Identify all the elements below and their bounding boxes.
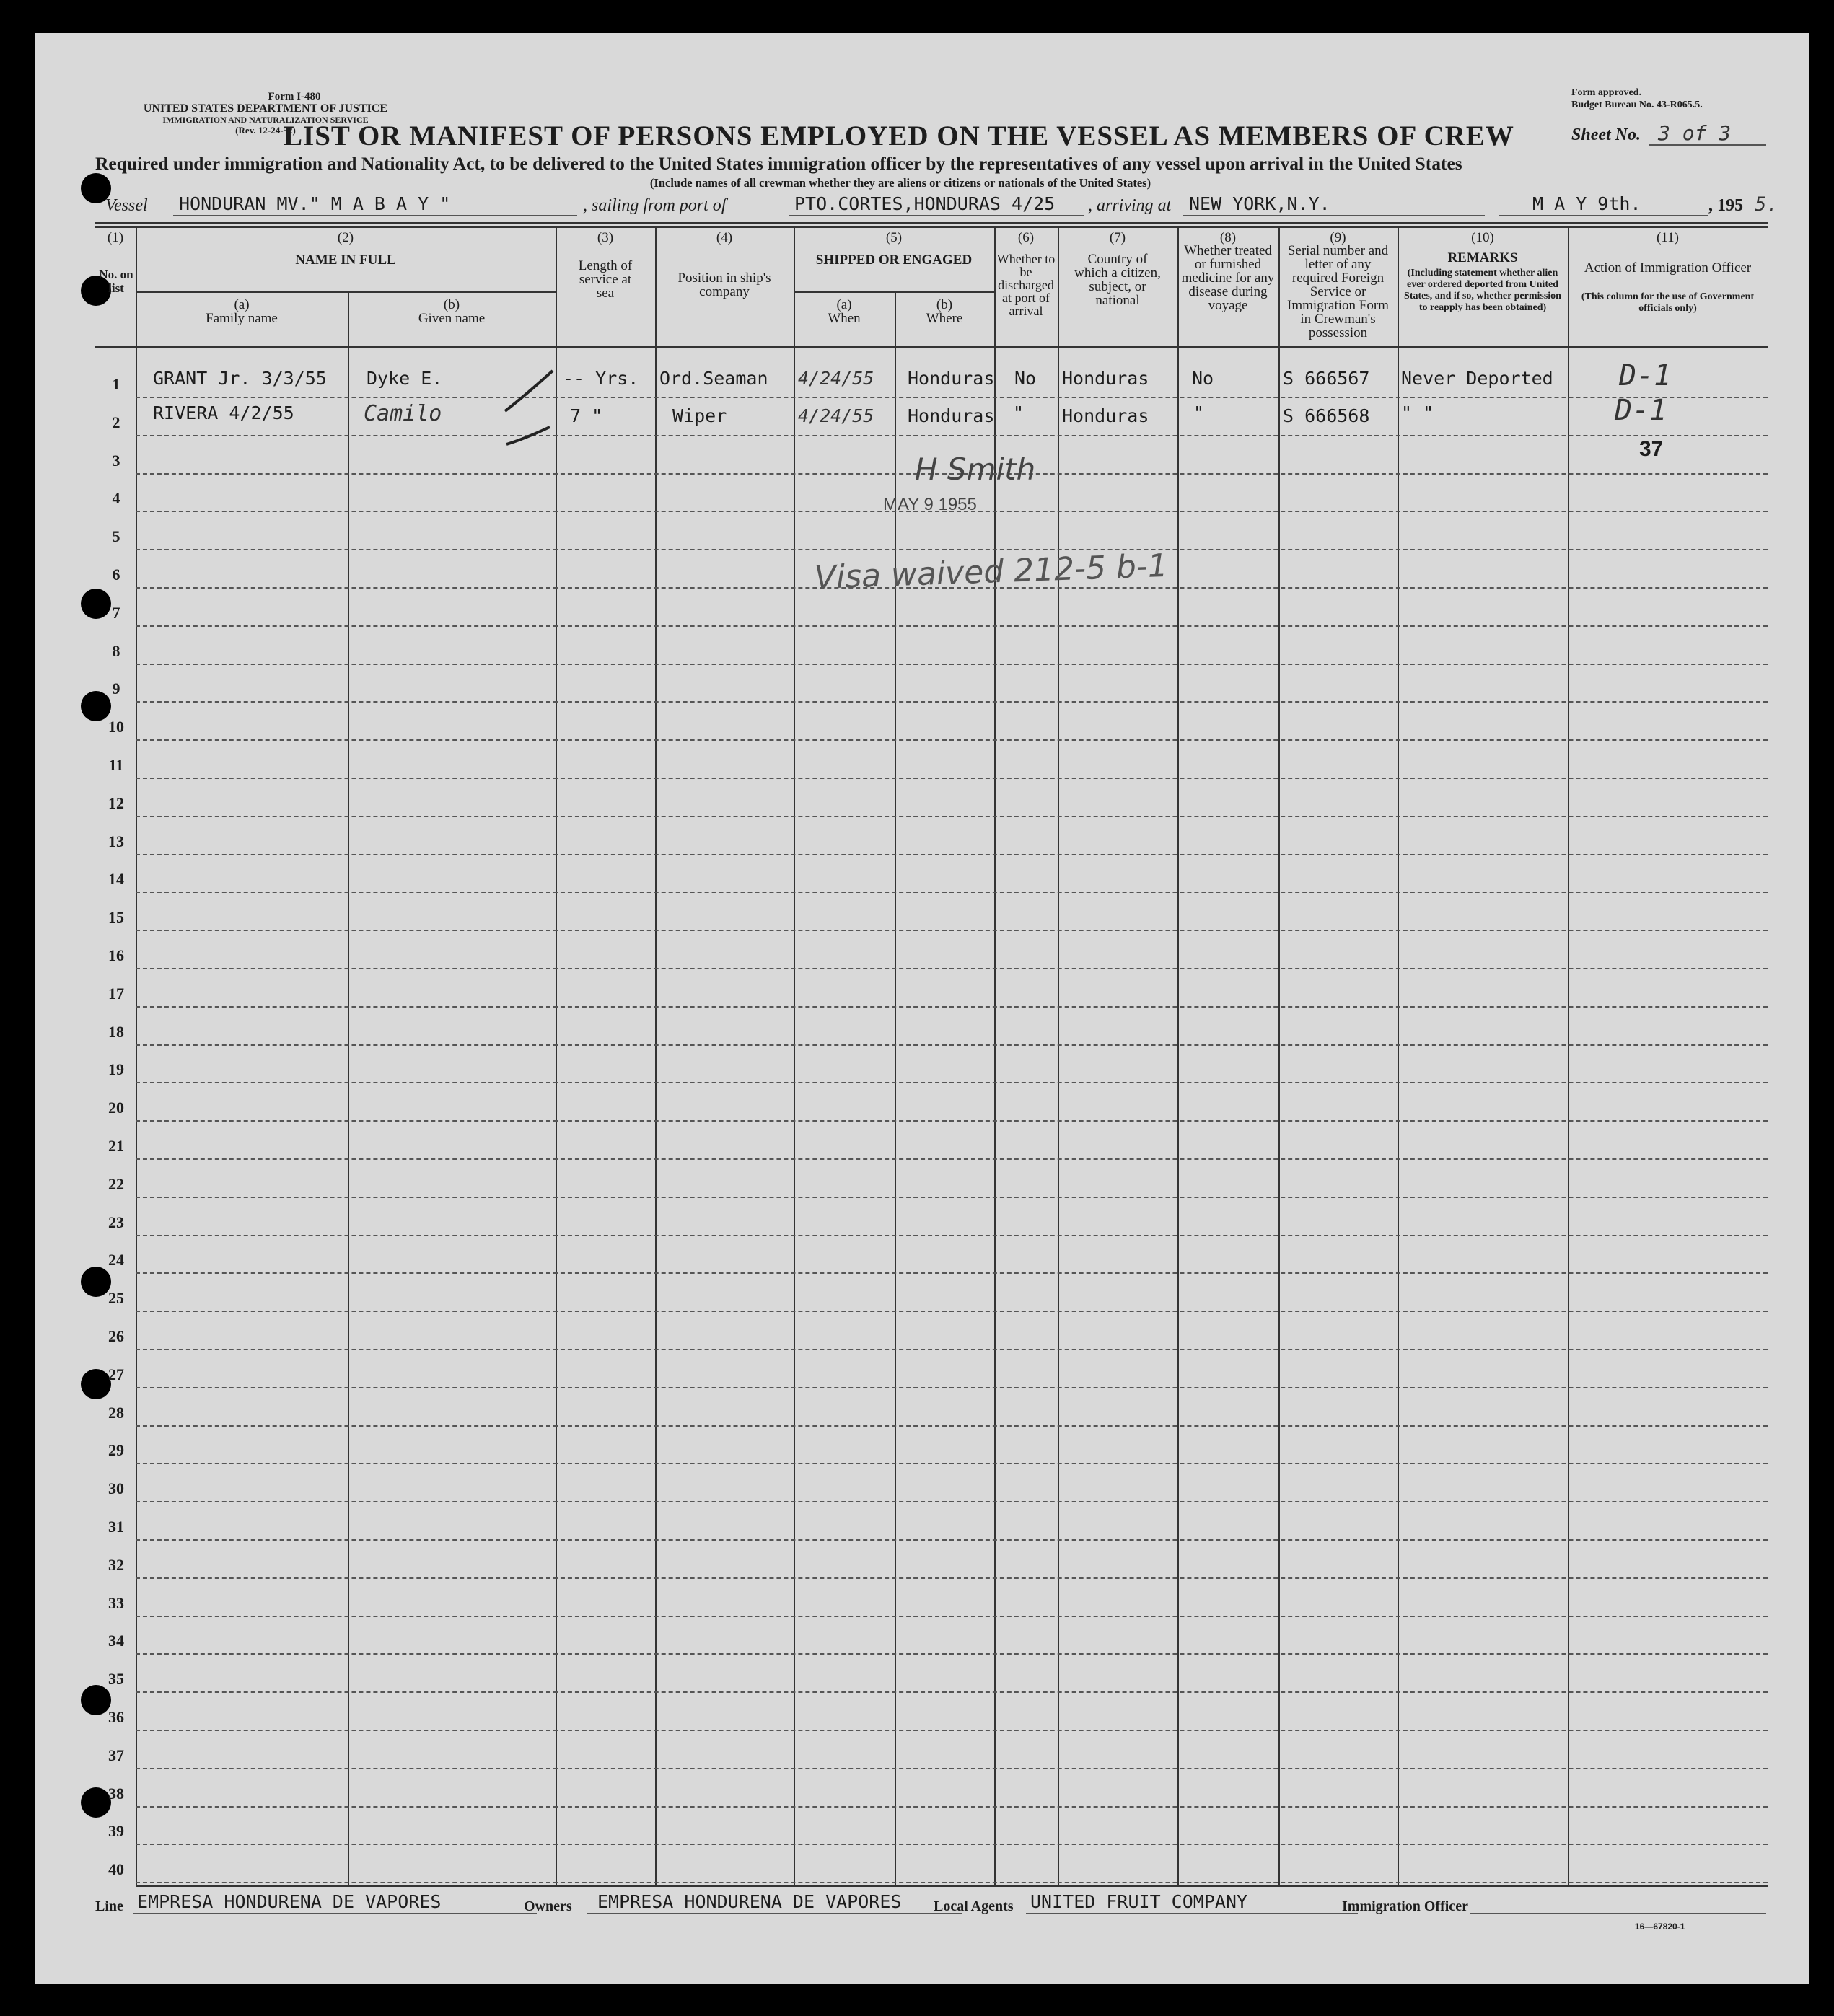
row-number: 33 <box>108 1593 124 1612</box>
remarks: " " <box>1401 402 1434 423</box>
col11-number: (11) <box>1657 230 1679 245</box>
owners-label: Owners <box>524 1898 572 1914</box>
row-number: 32 <box>108 1555 124 1574</box>
row-number: 4 <box>112 489 120 508</box>
given-name: Dyke E. <box>367 368 443 389</box>
shipped-where: Honduras <box>908 368 995 389</box>
row-number: 6 <box>112 565 120 584</box>
header-bottom-rule <box>95 346 1768 348</box>
country: Honduras <box>1062 405 1149 426</box>
col-divider <box>794 226 795 1885</box>
discharged: " <box>1013 402 1025 423</box>
col4-number: (4) <box>716 230 733 245</box>
form-number: Form I-480 <box>268 91 321 102</box>
local-agents-label: Local Agents <box>934 1898 1014 1914</box>
col5-number: (5) <box>885 230 903 245</box>
shipped-when: 4/24/55 <box>798 368 874 389</box>
row-number: 3 <box>112 451 120 470</box>
row-line <box>136 1882 1768 1883</box>
col-divider <box>1177 226 1179 1885</box>
print-code: 16—67820-1 <box>1635 1922 1685 1932</box>
arriving-underline <box>1183 215 1485 216</box>
row-line <box>136 1158 1768 1160</box>
row-number: 29 <box>108 1441 124 1460</box>
checkmark-icon <box>504 423 554 449</box>
arrival-date-underline <box>1499 215 1708 216</box>
officer-signature: H Smith <box>915 452 1036 487</box>
row-number: 22 <box>108 1174 124 1193</box>
col-divider <box>655 226 657 1885</box>
row-number: 31 <box>108 1518 124 1536</box>
col8-label: Whether treated or furnished medicine for any disease during voyage <box>1181 243 1275 313</box>
country: Honduras <box>1062 368 1149 389</box>
row-number: 21 <box>108 1137 124 1155</box>
col-divider <box>1398 226 1399 1885</box>
row-number: 14 <box>108 870 124 889</box>
shipped-when: 4/24/55 <box>798 405 874 426</box>
owners-underline <box>587 1913 962 1914</box>
line-value: EMPRESA HONDURENA DE VAPORES <box>137 1891 442 1912</box>
family-name: RIVERA 4/2/55 <box>153 402 294 423</box>
col1-number: (1) <box>107 230 124 245</box>
row-number: 17 <box>108 984 124 1003</box>
row-line <box>136 968 1768 969</box>
budget-number: Budget Bureau No. 43-R065.5. <box>1571 100 1703 110</box>
discharged: No <box>1014 368 1037 389</box>
row-line <box>136 1387 1768 1388</box>
row-line <box>136 1120 1768 1122</box>
department-name: UNITED STATES DEPARTMENT OF JUSTICE <box>143 102 388 115</box>
row-number: 24 <box>108 1251 124 1269</box>
row-line <box>136 854 1768 855</box>
col-divider <box>1058 226 1059 1885</box>
col2a-number: (a) <box>234 297 250 312</box>
row-line <box>136 1006 1768 1008</box>
form-subtitle: Required under immigration and Nationality Act, to be delivered to the United States immigration officer by the representatives of any vessel upon arrival in the United States <box>95 153 1462 174</box>
row-number: 39 <box>108 1822 124 1841</box>
revision-date: (Rev. 12-24-52) <box>235 125 296 136</box>
col10-sub: (Including statement whether alien ever ordered deported from United States, and if so, whether permission to reapply has been obtained) <box>1404 268 1561 313</box>
manifest-sheet <box>35 33 1809 1984</box>
subheader-rule <box>794 291 994 293</box>
local-agents-underline <box>1026 1913 1358 1914</box>
table-top-rule-2 <box>95 226 1768 228</box>
service-name: IMMIGRATION AND NATURALIZATION SERVICE <box>162 115 369 125</box>
sheet-number-underline <box>1649 144 1766 146</box>
col2-label: NAME IN FULL <box>295 252 396 268</box>
arriving-label: , arriving at <box>1088 196 1172 215</box>
row-line <box>136 1463 1768 1464</box>
row-line <box>136 1311 1768 1312</box>
col1-label: No. on list <box>99 268 133 295</box>
family-name: GRANT Jr. 3/3/55 <box>153 368 327 389</box>
col7-number: (7) <box>1109 230 1126 245</box>
immigration-officer-underline <box>1470 1913 1766 1914</box>
row-number: 30 <box>108 1479 124 1498</box>
line-underline <box>133 1913 537 1914</box>
tally-count: 37 <box>1639 437 1664 461</box>
row-line <box>136 1577 1768 1579</box>
col5b-label: Where <box>926 311 963 326</box>
form-note: (Include names of all crewman whether they are aliens or citizens or nationals of the United States) <box>649 176 1151 190</box>
immigration-officer-label: Immigration Officer <box>1342 1898 1468 1914</box>
row-number: 2 <box>112 413 120 431</box>
given-name: Camilo <box>364 401 442 426</box>
row-line <box>136 1768 1768 1769</box>
date-stamp: MAY 9 1955 <box>883 495 977 514</box>
col-divider <box>1568 226 1569 1885</box>
service-length: 7 " <box>570 405 603 426</box>
row-line <box>136 1616 1768 1617</box>
col6-label: Whether to be discharged at port of arrival <box>996 252 1056 318</box>
line-label: Line <box>95 1898 123 1914</box>
col2-number: (2) <box>337 230 354 245</box>
local-agents-value: UNITED FRUIT COMPANY <box>1030 1891 1248 1912</box>
row-number: 23 <box>108 1212 124 1231</box>
checkmark-icon <box>502 368 560 418</box>
row-number: 27 <box>108 1365 124 1383</box>
row-line <box>136 625 1768 627</box>
col2b-label: Given name <box>418 311 486 326</box>
row-line <box>136 816 1768 817</box>
visa-waiver-note: Visa waived 212-5 b-1 <box>814 547 1169 597</box>
row-number: 12 <box>108 793 124 812</box>
year-value: 5. <box>1755 193 1778 216</box>
col4-label: Position in ship's company <box>677 270 771 299</box>
vessel-underline <box>173 215 577 216</box>
col5a-label: When <box>828 311 861 326</box>
serial-number: S 666568 <box>1283 405 1370 426</box>
row-number: 9 <box>112 679 120 698</box>
row-line <box>136 549 1768 550</box>
sailing-label: , sailing from port of <box>583 196 727 215</box>
row-line <box>136 1272 1768 1274</box>
row-line <box>136 1082 1768 1083</box>
year-prefix: , 195 <box>1708 196 1743 215</box>
row-number: 38 <box>108 1784 124 1802</box>
treated: " <box>1193 402 1205 423</box>
row-number: 7 <box>112 603 120 622</box>
treated: No <box>1192 368 1214 389</box>
row-number: 28 <box>108 1403 124 1422</box>
col6-number: (6) <box>1017 230 1035 245</box>
service-length: -- Yrs. <box>563 368 639 389</box>
col11-sub: (This column for the use of Government officials only) <box>1581 291 1755 314</box>
row-number: 20 <box>108 1099 124 1117</box>
form-title: LIST OR MANIFEST OF PERSONS EMPLOYED ON THE VESSEL AS MEMBERS OF CREW <box>284 120 1514 151</box>
sailing-port-value: PTO.CORTES,HONDURAS 4/25 <box>794 193 1056 214</box>
form-approved: Form approved. <box>1571 87 1641 98</box>
col3-label: Length of service at sea <box>578 258 633 301</box>
serial-number: S 666567 <box>1283 368 1370 389</box>
col10-number: (10) <box>1471 230 1494 245</box>
row-line <box>136 1501 1768 1502</box>
position: Wiper <box>672 405 727 426</box>
row-number: 11 <box>108 756 124 774</box>
col11-label: Action of Immigration Officer <box>1584 260 1752 276</box>
table-bottom-rule <box>136 1885 1768 1887</box>
row-line <box>136 1539 1768 1541</box>
col5-label: SHIPPED OR ENGAGED <box>815 252 973 268</box>
row-number: 8 <box>112 641 120 660</box>
row-line <box>136 435 1768 436</box>
row-number: 40 <box>108 1860 124 1879</box>
row-line <box>136 1349 1768 1350</box>
sailing-underline <box>789 215 1084 216</box>
row-number: 13 <box>108 832 124 850</box>
row-number: 18 <box>108 1022 124 1041</box>
col5a-number: (a) <box>836 297 852 312</box>
row-number: 36 <box>108 1708 124 1726</box>
row-line <box>136 397 1768 398</box>
row-line <box>136 701 1768 703</box>
col-divider <box>556 226 557 1885</box>
officer-action: D-1 <box>1615 394 1667 427</box>
row-line <box>136 892 1768 893</box>
row-line <box>136 1197 1768 1198</box>
col-divider <box>348 291 349 1885</box>
row-line <box>136 1425 1768 1427</box>
shipped-where: Honduras <box>908 405 995 426</box>
row-number: 1 <box>112 375 120 393</box>
sheet-number-value: 3 of 3 <box>1658 121 1732 145</box>
row-number: 25 <box>108 1289 124 1308</box>
vessel-label: Vessel <box>105 196 148 215</box>
row-number: 34 <box>108 1632 124 1650</box>
row-number: 35 <box>108 1670 124 1689</box>
row-line <box>136 930 1768 931</box>
row-number: 10 <box>108 718 124 736</box>
col2b-number: (b) <box>443 297 460 312</box>
row-number: 15 <box>108 908 124 927</box>
col9-label: Serial number and letter of any required Foreign Service or Immigration Form in Crewman's possession <box>1287 243 1389 340</box>
col8-number: (8) <box>1219 230 1237 245</box>
arrival-date-value: M A Y 9th. <box>1532 193 1641 214</box>
row-line <box>136 739 1768 741</box>
table-top-rule <box>95 222 1768 224</box>
col10-label: REMARKS <box>1447 250 1518 265</box>
arriving-port-value: NEW YORK,N.Y. <box>1189 193 1330 214</box>
col-divider <box>895 291 896 1885</box>
row-number: 16 <box>108 946 124 964</box>
row-line <box>136 1844 1768 1845</box>
col-divider <box>136 226 137 1885</box>
remarks: Never Deported <box>1401 368 1553 389</box>
vessel-value: HONDURAN MV." M A B A Y " <box>179 193 451 214</box>
col5b-number: (b) <box>936 297 953 312</box>
row-line <box>136 664 1768 665</box>
row-line <box>136 1235 1768 1236</box>
row-number: 26 <box>108 1327 124 1345</box>
row-line <box>136 1691 1768 1693</box>
col9-number: (9) <box>1330 230 1346 245</box>
row-line <box>136 1044 1768 1046</box>
col2a-label: Family name <box>206 311 278 326</box>
sheet-number-label: Sheet No. <box>1571 126 1641 144</box>
row-line <box>136 1653 1768 1655</box>
row-number: 19 <box>108 1060 124 1079</box>
row-number: 5 <box>112 527 120 546</box>
row-line <box>136 1806 1768 1808</box>
col7-label: Country of which a citizen, subject, or national <box>1074 252 1161 308</box>
subheader-rule <box>136 291 556 293</box>
col3-number: (3) <box>597 230 614 245</box>
owners-value: EMPRESA HONDURENA DE VAPORES <box>597 1891 902 1912</box>
col-divider <box>1278 226 1280 1885</box>
officer-action: D-1 <box>1619 359 1672 392</box>
position: Ord.Seaman <box>659 368 768 389</box>
row-line <box>136 1730 1768 1731</box>
row-line <box>136 778 1768 779</box>
row-number: 37 <box>108 1746 124 1764</box>
